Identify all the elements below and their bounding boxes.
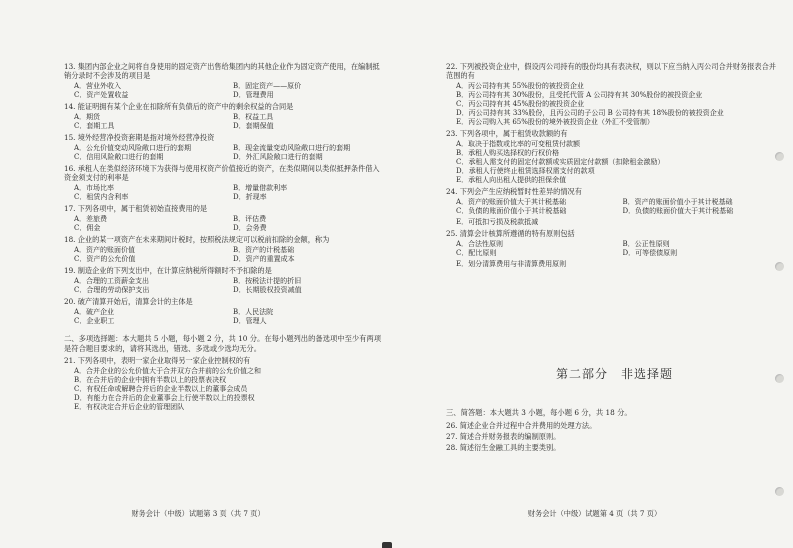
question-options bbox=[74, 184, 386, 202]
option: D．可等偿债原则 bbox=[622, 249, 678, 257]
option: A．资产的账面价值 bbox=[74, 246, 136, 254]
question-options bbox=[74, 246, 386, 264]
option: D．负债的账面价值大于其计税基础 bbox=[622, 207, 734, 215]
option: A．合并企业的公允价值大于合并双方合并前的公允价值之和 bbox=[74, 367, 262, 375]
option: B．在合并后的企业中拥有半数以上的投票表决权 bbox=[74, 376, 227, 384]
option: B．现金流量变动风险敞口进行的套期 bbox=[233, 144, 351, 152]
question-27: 27. 简述合并财务报表的编制原则。 bbox=[446, 431, 561, 441]
option: D．长期股权投资减值 bbox=[233, 286, 302, 294]
option: A．取决于指数或比率的可变租赁付款额 bbox=[456, 140, 581, 148]
option: E．有权决定合并后企业的管理团队 bbox=[74, 403, 185, 411]
question-28: 28. 简述衍生金融工具的主要类别。 bbox=[446, 442, 561, 452]
section-3-heading: 三、简答题：本大题共 3 小题，每小题 6 分，共 18 分。 bbox=[446, 408, 632, 417]
option: D．外汇风险敞口进行的套期 bbox=[233, 153, 323, 161]
option: A．差旅费 bbox=[74, 215, 108, 223]
option: B．增量借款利率 bbox=[233, 184, 288, 192]
option: A．合法性原则 bbox=[456, 240, 504, 248]
left-question-list bbox=[64, 62, 386, 326]
question-21-options bbox=[74, 367, 386, 412]
question-25-options bbox=[456, 240, 783, 258]
option: B．资产的账面价值小于其计税基础 bbox=[622, 198, 733, 206]
option: D．会务费 bbox=[233, 224, 267, 232]
option: A．合理的工资薪金支出 bbox=[74, 277, 150, 285]
option: C．企业职工 bbox=[74, 317, 115, 325]
binding-clip-icon bbox=[382, 542, 392, 548]
question: 22. 下列被投资企业中，假设丙公司持有的股份均具有表决权，则以下应当纳入丙公司合并财务报表合并范围的有 bbox=[446, 62, 776, 80]
question-24: 24. 下列会产生应纳税暂时性差异的情况有 bbox=[446, 187, 582, 196]
option: C．负债的账面价值小于其计税基础 bbox=[456, 207, 567, 215]
question-options bbox=[74, 277, 386, 295]
question: 13. 集团内部企业之间将自身使用的固定资产出售给集团内的其他企业作为固定资产使用，在编制抵销分录时不会涉及的项目是 bbox=[64, 62, 380, 80]
question-24-extra-option-row bbox=[456, 218, 783, 227]
option: B．公正性原则 bbox=[622, 240, 670, 248]
option: C．有权任命或解聘合并后的企业半数以上的董事会成员 bbox=[74, 385, 248, 393]
question-24-options bbox=[456, 198, 783, 216]
question-options bbox=[456, 140, 783, 185]
question-25-extra-option-row bbox=[456, 260, 783, 269]
option: C．配比原则 bbox=[456, 249, 497, 257]
question: 18. 企业的某一项资产在未来期间计税时，按照税法规定可以税前扣除的金额，称为 bbox=[64, 235, 330, 244]
right-page bbox=[396, 0, 793, 548]
section-2-heading: 二、多项选择题：本大题共 5 小题，每小题 2 分，共 10 分。在每小题列出的备选项中至少有两项是符合题目要求的，请将其选出，错选、多选或少选均无分。 bbox=[64, 334, 382, 353]
question-options bbox=[74, 82, 386, 100]
option: C．合理的劳动保护支出 bbox=[74, 286, 150, 294]
option: B．人民法院 bbox=[233, 308, 274, 316]
option: B．固定资产——原价 bbox=[233, 82, 302, 90]
option: C．承租人需支付的固定付款额或实质固定付款额（扣除租金激励） bbox=[456, 158, 665, 166]
question-26: 26. 简述企业合并过程中合并费用的处理方法。 bbox=[446, 420, 597, 430]
page-footer-4: 财务会计（中级）试题第 4 页（共 7 页） bbox=[527, 509, 662, 518]
right-question-list bbox=[446, 62, 783, 185]
option: D．套期保值 bbox=[233, 122, 274, 130]
option: E．丙公司购入其 65%股份的境外被投资企业（外汇不受管制） bbox=[456, 118, 654, 126]
option: A．资产的账面价值大于其计税基础 bbox=[456, 198, 567, 206]
option: C．资产的公允价值 bbox=[74, 255, 136, 263]
option: B．权益工具 bbox=[233, 113, 274, 121]
option: B．丙公司持有其 30%股份，且受托代管 A 公司持有其 30%股份的被投资企业 bbox=[456, 91, 703, 99]
option: E．可抵扣亏损及税款抵减 bbox=[456, 218, 539, 226]
binding-hole-icon bbox=[775, 262, 784, 271]
question: 16. 承租人在类似经济环境下为获得与使用权资产价值接近的资产，在类似期间以类似抵押条件借入资金须支付的利率是 bbox=[64, 164, 380, 182]
question: 23. 下列各项中，属于租赁收款额的有 bbox=[446, 129, 568, 138]
option: A．营业外收入 bbox=[74, 82, 122, 90]
question-options bbox=[74, 308, 386, 326]
binding-hole-icon bbox=[775, 152, 784, 161]
question: 19. 制造企业的下列支出中，在计算应纳税所得额时不予扣除的是 bbox=[64, 266, 272, 275]
option: D．有能力在合并后的企业董事会上行使半数以上的投票权 bbox=[74, 394, 255, 402]
option: E．承租人向出租人提供的担保余值 bbox=[456, 176, 567, 184]
option: C．资产处置收益 bbox=[74, 91, 129, 99]
option: D．资产的重置成本 bbox=[233, 255, 295, 263]
question-21: 21. 下列各项中，表明一家企业取得另一家企业控制权的有 bbox=[64, 356, 251, 365]
option: A．公允价值变动风险敞口进行的套期 bbox=[74, 144, 192, 152]
binding-hole-icon bbox=[775, 374, 784, 383]
option: A．期货 bbox=[74, 113, 101, 121]
option: C．租赁内含利率 bbox=[74, 193, 129, 201]
option: C．佣金 bbox=[74, 224, 101, 232]
binding-hole-icon bbox=[775, 487, 784, 496]
question: 15. 境外经营净投资套期是指对境外经营净投资 bbox=[64, 133, 215, 142]
question-options bbox=[74, 215, 386, 233]
question-options bbox=[456, 82, 783, 127]
part-2-title: 第二部分 非选择题 bbox=[555, 367, 673, 381]
question-25: 25. 清算会计核算所遵循的特有原则包括 bbox=[446, 229, 575, 238]
option: C．丙公司持有其 45%股份的被投资企业 bbox=[456, 100, 585, 108]
option: C．信用风险敞口进行的套期 bbox=[74, 153, 164, 161]
option: A．丙公司持有其 55%股份的被投资企业 bbox=[456, 82, 584, 90]
page-footer-3: 财务会计（中级）试题第 3 页（共 7 页） bbox=[131, 509, 265, 518]
option: C．套期工具 bbox=[74, 122, 115, 130]
option: E．划分清算费用与非清算费用原则 bbox=[456, 260, 567, 268]
left-page bbox=[0, 0, 396, 548]
option: A．破产企业 bbox=[74, 308, 115, 316]
option: D．承租人行使终止租赁选择权需支付的款项 bbox=[456, 167, 595, 175]
option: D．管理费用 bbox=[233, 91, 274, 99]
option: D．折现率 bbox=[233, 193, 267, 201]
question: 14. 能证明拥有某个企业在扣除所有负债后的资产中的剩余权益的合同是 bbox=[64, 102, 294, 111]
question-options bbox=[74, 113, 386, 131]
option: B．资产的计税基础 bbox=[233, 246, 295, 254]
option: D．丙公司持有其 33%股份，且丙公司的子公司 B 公司持有其 18%股份的被投资企业 bbox=[456, 109, 724, 117]
option: B．按税法计提的折旧 bbox=[233, 277, 302, 285]
question-options bbox=[74, 144, 386, 162]
option: D．管理人 bbox=[233, 317, 267, 325]
question: 17. 下列各项中，属于租赁初始直接费用的是 bbox=[64, 204, 208, 213]
option: B．评估费 bbox=[233, 215, 267, 223]
option: B．承租人购买选择权的行权价格 bbox=[456, 149, 560, 157]
option: A．市场比率 bbox=[74, 184, 115, 192]
question: 20. 破产清算开始后，清算会计的主体是 bbox=[64, 297, 193, 306]
